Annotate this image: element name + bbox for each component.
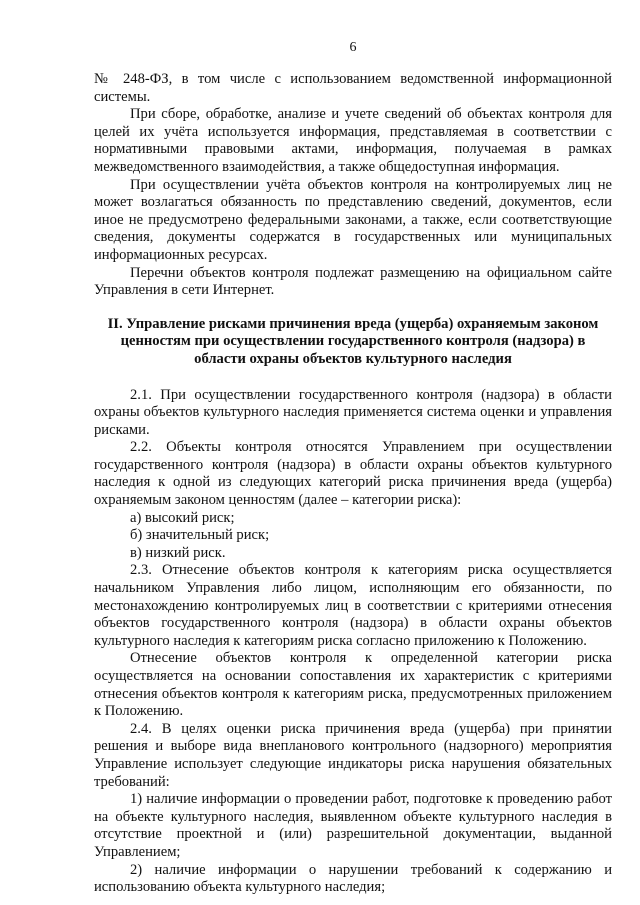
section-body [94,387,612,897]
paragraph: 2) наличие информации о нарушении требований к содержанию и использованию объекта культурного наследия; [94,861,612,896]
paragraph: 2.4. В целях оценки риска причинения вреда (ущерба) при принятии решения и выборе вида внепланового контрольного (надзорного) мероприятия Управление использует следующие индикаторы риска нарушения обязательных требований: [94,720,612,790]
paragraph: 2.2. Объекты контроля относятся Управлением при осуществлении государственного контроля (надзора) в области охраны объектов культурного наследия к одной из следующих категорий риска причинения вреда (ущерба) охраняемым законом ценностям (далее – категории риска): [94,439,612,509]
paragraph: № 248-ФЗ, в том числе с использованием ведомственной информационной системы. [94,71,612,105]
paragraph: Перечни объектов контроля подлежат размещению на официальном сайте Управления в сети Интернет. [94,264,612,299]
paragraph: 2.3. Отнесение объектов контроля к категориям риска осуществляется начальником Управления либо лицом, исполняющим его обязанности, по местонахождению контролируемых лиц в соответствии с критериями отнесения объектов государственного контроля (надзора) в области охраны объектов культурного наследия к категориям риска согласно приложению к Положению. [94,562,612,649]
intro-text-block [94,71,612,300]
paragraph: 1) наличие информации о проведении работ, подготовке к проведению работ на объекте культурного наследия, выявленном объекте культурного наследия в отсутствие проектной и (или) разрешительной документации, выданной Управлением; [94,791,612,860]
list-item: в) низкий риск. [130,544,226,561]
list-item: а) высокий риск; [130,509,235,526]
paragraph: При осуществлении учёта объектов контроля на контролируемых лиц не может возлагаться обязанность по представлению сведений, документов, если иное не предусмотрено федеральными законами, а также, если соответствующие сведения, документы содержатся в государственных или муниципальных информационных ресурсах. [94,176,612,263]
paragraph: 2.1. При осуществлении государственного контроля (надзора) в области охраны объектов культурного наследия применяется система оценки и управления рисками. [94,386,612,438]
list-item: б) значительный риск; [130,527,270,544]
section-heading: II. Управление рисками причинения вреда (ущерба) охраняемым законом ценностям при осуществлении государственного контроля (надзора) в области охраны объектов культурного наследия [107,315,599,367]
page-number: 6 [349,40,357,55]
paragraph: При сборе, обработке, анализе и учете сведений об объектах контроля для целей их учёта используется информация, представляемая в соответствии с нормативными правовыми актами, информация, получаемая в рамках межведомственного взаимодействия, а также общедоступная информация. [94,106,612,175]
paragraph: Отнесение объектов контроля к определенной категории риска осуществляется на основании сопоставления их характеристик с критериями отнесения объектов контроля к категориям риска, предусмотренных приложением к Положению. [94,650,612,720]
